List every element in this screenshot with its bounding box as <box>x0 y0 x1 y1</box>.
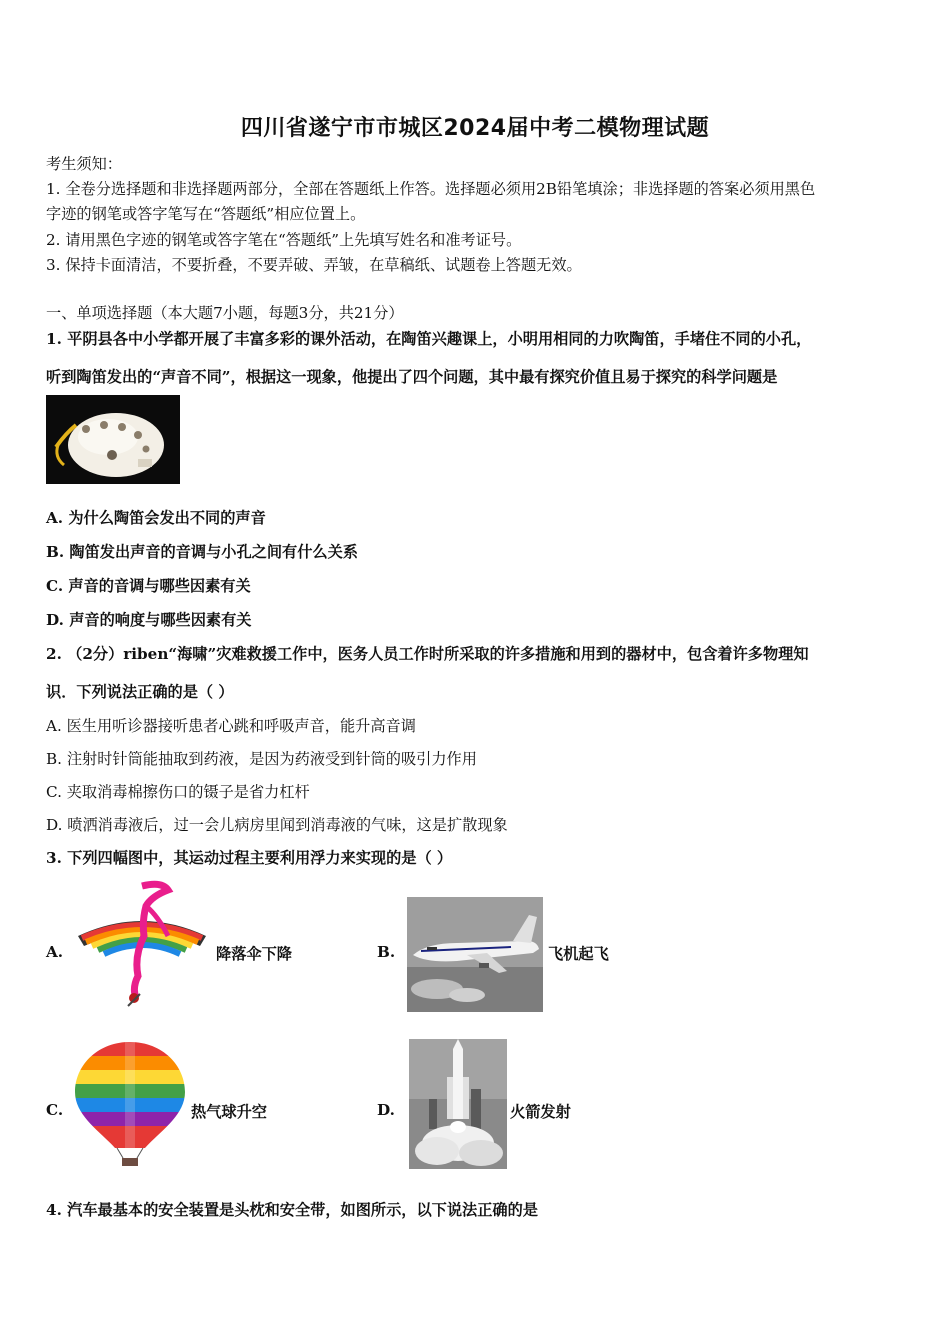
airplane-image <box>407 897 543 1012</box>
question-3-option-b-label: B. <box>377 943 396 961</box>
hot-air-balloon-image <box>73 1040 187 1168</box>
question-4-stem: 4. 汽车最基本的安全装置是头枕和安全带，如图所示，以下说法正确的是 <box>46 1201 538 1219</box>
question-2-option-b: B. 注射时针筒能抽取到药液，是因为药液受到针筒的吸引力作用 <box>46 750 477 768</box>
question-3-option-d-caption: 火箭发射 <box>510 1103 571 1121</box>
question-2-stem-cont: 识．下列说法正确的是（ ） <box>46 683 234 701</box>
rocket-launch-image <box>409 1039 507 1169</box>
notice-line: 1. 全卷分选择题和非选择题两部分，全部在答题纸上作答。选择题必须用2B铅笔填涂；非选择题的答案必须用黑色 <box>46 180 816 198</box>
question-2-option-c: C. 夹取消毒棉擦伤口的镊子是省力杠杆 <box>46 783 310 801</box>
question-2-option-d: D. 喷洒消毒液后，过一会儿病房里闻到消毒液的气味，这是扩散现象 <box>46 816 508 834</box>
question-1-option-a: A. 为什么陶笛会发出不同的声音 <box>46 509 266 527</box>
question-3-stem: 3. 下列四幅图中，其运动过程主要利用浮力来实现的是（ ） <box>46 849 453 867</box>
notice-line: 3. 保持卡面清洁，不要折叠，不要弄破、弄皱，在草稿纸、试题卷上答题无效。 <box>46 256 582 274</box>
parachute-image <box>72 876 212 1012</box>
question-1-option-b: B. 陶笛发出声音的音调与小孔之间有什么关系 <box>46 543 358 561</box>
question-1-option-c: C. 声音的音调与哪些因素有关 <box>46 577 251 595</box>
notice-heading: 考生须知： <box>46 155 122 173</box>
question-3-option-c-caption: 热气球升空 <box>191 1103 267 1121</box>
notice-line: 字迹的钢笔或答字笔写在“答题纸”相应位置上。 <box>46 205 366 223</box>
page-title: 四川省遂宁市市城区2024届中考二模物理试题 <box>240 116 710 141</box>
notice-line: 2. 请用黑色字迹的钢笔或答字笔在“答题纸”上先填写姓名和准考证号。 <box>46 231 522 249</box>
question-1-stem: 1. 平阴县各中小学都开展了丰富多彩的课外活动，在陶笛兴趣课上，小明用相同的力吹陶笛，手堵住不同的小孔， <box>46 330 812 348</box>
question-2-stem: 2. （2分）riben“海啸”灾难救援工作中，医务人员工作时所采取的许多措施和用到的器材中，包含着许多物理知 <box>46 645 809 663</box>
question-3-option-a-label: A. <box>46 943 64 961</box>
question-1-stem-cont: 听到陶笛发出的“声音不同”，根据这一现象，他提出了四个问题，其中最有探究价值且易于探究的科学问题是 <box>46 368 778 386</box>
question-3-option-b-caption: 飞机起飞 <box>548 945 609 963</box>
question-2-option-a: A. 医生用听诊器接听患者心跳和呼吸声音，能升高音调 <box>46 717 416 735</box>
question-3-option-a-caption: 降落伞下降 <box>216 945 292 963</box>
question-3-option-d-label: D. <box>377 1101 395 1119</box>
question-1-option-d: D. 声音的响度与哪些因素有关 <box>46 611 252 629</box>
section-heading: 一、单项选择题（本大题7小题，每题3分，共21分） <box>46 304 404 322</box>
question-3-option-c-label: C. <box>46 1101 64 1119</box>
ocarina-image <box>46 395 180 484</box>
